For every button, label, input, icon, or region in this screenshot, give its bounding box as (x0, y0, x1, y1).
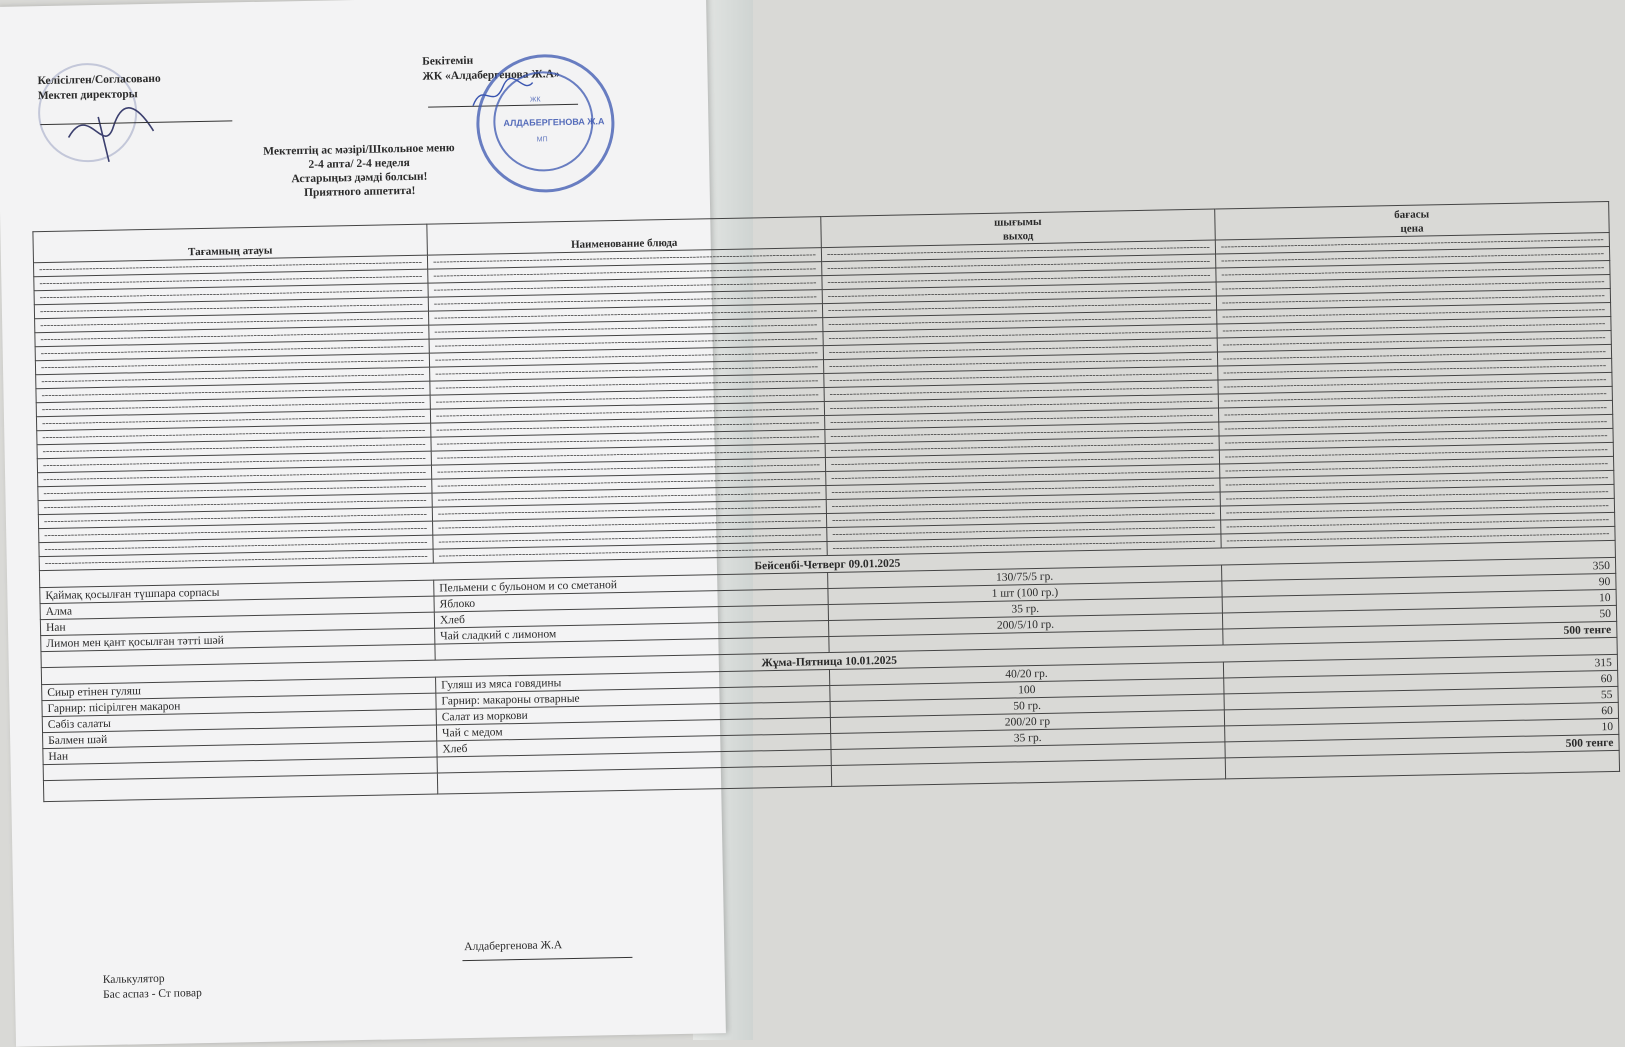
dash-cell: ------------------------------------------------------------------------------------------------------------------- (39, 521, 433, 543)
dash-cell: ------------------------------------------------------------------------------------------------------------------- (822, 282, 1216, 304)
table-row: Нан Хлеб 35 гр. 10 (43, 718, 1619, 764)
dash-cell: ------------------------------------------------------------------------------------------------------------------- (824, 366, 1218, 388)
signer-name: Алдабергенова Ж.А (464, 939, 563, 954)
dash-cell: ------------------------------------------------------------------------------------------------------------------- (1219, 428, 1613, 450)
dash-cell: ------------------------------------------------------------------------------------------------------------------- (38, 507, 432, 529)
table-row: Нан Хлеб 35 гр. 10 (40, 589, 1616, 635)
stamp-name-text: АЛДАБЕРГЕНОВА Ж.А (503, 116, 605, 129)
dash-cell: ------------------------------------------------------------------------------------------------------------------- (827, 520, 1221, 542)
footer-roles (103, 971, 202, 1003)
day1-title: Бейсенбі-Четверг 09.01.2025 (39, 540, 1615, 587)
dash-cell: ------------------------------------------------------------------------------------------------------------------- (38, 479, 432, 501)
dash-cell: ------------------------------------------------------------------------------------------------------------------- (34, 269, 428, 291)
dash-cell: ------------------------------------------------------------------------------------------------------------------- (431, 430, 825, 452)
dash-cell: ------------------------------------------------------------------------------------------------------------------- (1216, 288, 1610, 310)
dash-cell: ------------------------------------------------------------------------------------------------------------------- (33, 255, 427, 277)
dash-cell: ------------------------------------------------------------------------------------------------------------------- (823, 338, 1217, 360)
table-row: Сәбіз салаты Салат из моркови 50 гр. 55 (42, 686, 1618, 732)
dash-cell: ------------------------------------------------------------------------------------------------------------------- (1216, 274, 1610, 296)
approve-label: Бекітемін (422, 54, 474, 68)
dash-cell: ------------------------------------------------------------------------------------------------------------------- (430, 388, 824, 410)
dash-cell: ------------------------------------------------------------------------------------------------------------------- (822, 296, 1216, 318)
dash-cell: ------------------------------------------------------------------------------------------------------------------- (433, 542, 827, 564)
dash-cell: ------------------------------------------------------------------------------------------------------------------- (1218, 372, 1612, 394)
dash-cell: ------------------------------------------------------------------------------------------------------------------- (39, 535, 433, 557)
dash-cell: ------------------------------------------------------------------------------------------------------------------- (826, 492, 1220, 514)
table-row: Балмен шәй Чай с медом 200/20 гр 60 (43, 702, 1619, 748)
title-line-4: Приятного аппетита! (303, 184, 416, 200)
dash-cell: ------------------------------------------------------------------------------------------------------------------- (38, 493, 432, 515)
dash-cell: ------------------------------------------------------------------------------------------------------------------- (35, 325, 429, 347)
dash-cell: ------------------------------------------------------------------------------------------------------------------- (429, 332, 823, 354)
dash-cell: ------------------------------------------------------------------------------------------------------------------- (1219, 414, 1613, 436)
dash-cell: ------------------------------------------------------------------------------------------------------------------- (826, 506, 1220, 528)
dash-cell: ------------------------------------------------------------------------------------------------------------------- (36, 381, 430, 403)
day2-total: 500 тенге (1225, 734, 1619, 758)
entrepreneur-label: ЖК «Алдабергенова Ж.А» (422, 68, 560, 83)
dash-cell: ------------------------------------------------------------------------------------------------------------------- (432, 472, 826, 494)
dash-cell: ------------------------------------------------------------------------------------------------------------------- (34, 283, 428, 305)
dash-cell: ------------------------------------------------------------------------------------------------------------------- (1220, 484, 1614, 506)
dash-cell: ------------------------------------------------------------------------------------------------------------------- (1217, 330, 1611, 352)
dash-cell: ------------------------------------------------------------------------------------------------------------------- (36, 395, 430, 417)
table-row: Алма Яблоко 1 шт (100 гр.) 90 (40, 573, 1616, 619)
dash-cell: ------------------------------------------------------------------------------------------------------------------- (1221, 526, 1615, 548)
dash-cell: ------------------------------------------------------------------------------------------------------------------- (1216, 260, 1610, 282)
calculator-label: Калькулятор (102, 972, 165, 987)
dash-cell: ------------------------------------------------------------------------------------------------------------------- (825, 408, 1219, 430)
dash-cell: ------------------------------------------------------------------------------------------------------------------- (39, 549, 433, 571)
dash-cell: ------------------------------------------------------------------------------------------------------------------- (433, 528, 827, 550)
dash-cell: ------------------------------------------------------------------------------------------------------------------- (431, 444, 825, 466)
signer-line (462, 957, 632, 961)
dash-cell: ------------------------------------------------------------------------------------------------------------------- (432, 500, 826, 522)
dash-cell: ------------------------------------------------------------------------------------------------------------------- (1218, 386, 1612, 408)
dash-cell: ------------------------------------------------------------------------------------------------------------------- (1215, 246, 1609, 268)
dash-cell: ------------------------------------------------------------------------------------------------------------------- (431, 458, 825, 480)
dash-cell: ------------------------------------------------------------------------------------------------------------------- (1220, 470, 1614, 492)
dash-cell: ------------------------------------------------------------------------------------------------------------------- (826, 464, 1220, 486)
dash-cell: ------------------------------------------------------------------------------------------------------------------- (429, 318, 823, 340)
dash-cell: ------------------------------------------------------------------------------------------------------------------- (37, 451, 431, 473)
dash-cell: ------------------------------------------------------------------------------------------------------------------- (822, 254, 1216, 276)
dash-cell: ------------------------------------------------------------------------------------------------------------------- (430, 402, 824, 424)
dash-cell: ------------------------------------------------------------------------------------------------------------------- (825, 422, 1219, 444)
dash-cell: ------------------------------------------------------------------------------------------------------------------- (1218, 400, 1612, 422)
dash-cell: ------------------------------------------------------------------------------------------------------------------- (431, 416, 825, 438)
stamp-sub-text: ЖК (529, 96, 541, 104)
dash-cell: ------------------------------------------------------------------------------------------------------------------- (430, 360, 824, 382)
dash-cell: ------------------------------------------------------------------------------------------------------------------- (35, 311, 429, 333)
dash-cell: ------------------------------------------------------------------------------------------------------------------- (430, 374, 824, 396)
dash-cell: ------------------------------------------------------------------------------------------------------------------- (825, 450, 1219, 472)
dash-cell: ------------------------------------------------------------------------------------------------------------------- (35, 339, 429, 361)
agreed-label: Келісілген/Согласовано (37, 72, 161, 88)
table-row: Лимон мен қант қосылған тәтті шәй Чай сладкий с лимоном 200/5/10 гр. 50 (41, 605, 1617, 651)
dash-cell: ------------------------------------------------------------------------------------------------------------------- (824, 394, 1218, 416)
dash-cell: ------------------------------------------------------------------------------------------------------------------- (428, 262, 822, 284)
dash-cell: ------------------------------------------------------------------------------------------------------------------- (1217, 302, 1611, 324)
dash-cell: ------------------------------------------------------------------------------------------------------------------- (1221, 512, 1615, 534)
dash-cell: ------------------------------------------------------------------------------------------------------------------- (428, 304, 822, 326)
menu-table (32, 201, 1620, 802)
dash-cell: ------------------------------------------------------------------------------------------------------------------- (36, 409, 430, 431)
menu-title (199, 140, 520, 202)
dash-cell: ------------------------------------------------------------------------------------------------------------------- (1219, 456, 1613, 478)
dash-cell: ------------------------------------------------------------------------------------------------------------------- (1218, 358, 1612, 380)
approval-left-block (37, 72, 161, 104)
header-output: шығымы выход (821, 209, 1215, 248)
dash-cell: ------------------------------------------------------------------------------------------------------------------- (433, 514, 827, 536)
day2-title: Жұма-Пятница 10.01.2025 (41, 637, 1617, 684)
dash-cell: ------------------------------------------------------------------------------------------------------------------- (825, 436, 1219, 458)
dash-cell: ------------------------------------------------------------------------------------------------------------------- (428, 290, 822, 312)
dash-cell: ------------------------------------------------------------------------------------------------------------------- (1215, 232, 1609, 254)
table-row: Сиыр етінен гуляш Гуляш из мяса говядины 40/20 гр. 315 (42, 654, 1618, 700)
title-line-2: 2-4 апта/ 2-4 неделя (308, 156, 410, 171)
dash-cell: ------------------------------------------------------------------------------------------------------------------- (823, 324, 1217, 346)
dash-cell: ------------------------------------------------------------------------------------------------------------------- (35, 353, 429, 375)
title-line-1: Мектептің ас мәзірі/Школьное меню (263, 142, 455, 158)
dash-cell: ------------------------------------------------------------------------------------------------------------------- (821, 240, 1215, 262)
table-row: Гарнир: пісірілген макарон Гарнир: макароны отварные 100 60 (42, 670, 1618, 716)
day1-total: 500 тенге (1223, 621, 1617, 645)
table-row: Қаймақ қосылған түшпара сорпасы Пельмени с бульоном и со сметаной 130/75/5 гр. 350 (40, 557, 1616, 603)
header-dish-ru: Наименование блюда (427, 217, 821, 256)
director-signature-icon (58, 96, 169, 168)
header-price: бағасы цена (1215, 201, 1609, 240)
dash-cell: ------------------------------------------------------------------------------------------------------------------- (824, 380, 1218, 402)
blank-rows (33, 232, 1614, 570)
dash-cell: ------------------------------------------------------------------------------------------------------------------- (823, 310, 1217, 332)
dash-cell: ------------------------------------------------------------------------------------------------------------------- (822, 268, 1216, 290)
title-line-3: Астарыңыз дәмді болсын! (291, 170, 428, 186)
dash-cell: ------------------------------------------------------------------------------------------------------------------- (428, 276, 822, 298)
dash-cell: ------------------------------------------------------------------------------------------------------------------- (432, 486, 826, 508)
dash-cell: ------------------------------------------------------------------------------------------------------------------- (826, 478, 1220, 500)
approver-signature-icon (467, 75, 538, 116)
dash-cell: ------------------------------------------------------------------------------------------------------------------- (1220, 498, 1614, 520)
dash-cell: ------------------------------------------------------------------------------------------------------------------- (38, 465, 432, 487)
dash-cell: ------------------------------------------------------------------------------------------------------------------- (37, 423, 431, 445)
dash-cell: ------------------------------------------------------------------------------------------------------------------- (1217, 344, 1611, 366)
dash-cell: ------------------------------------------------------------------------------------------------------------------- (1219, 442, 1613, 464)
dash-cell: ------------------------------------------------------------------------------------------------------------------- (34, 297, 428, 319)
dash-cell: ------------------------------------------------------------------------------------------------------------------- (1217, 316, 1611, 338)
dash-cell: ------------------------------------------------------------------------------------------------------------------- (36, 367, 430, 389)
stamp-mp-text: МП (536, 136, 548, 144)
dash-cell: ------------------------------------------------------------------------------------------------------------------- (427, 248, 821, 270)
director-label: Мектеп директоры (37, 88, 138, 103)
dash-cell: ------------------------------------------------------------------------------------------------------------------- (429, 346, 823, 368)
dash-cell: ------------------------------------------------------------------------------------------------------------------- (823, 352, 1217, 374)
chef-label: Бас аспаз - Ст повар (102, 987, 202, 1002)
dash-cell: ------------------------------------------------------------------------------------------------------------------- (827, 534, 1221, 556)
header-dish-kz: Тағамның атауы (33, 224, 427, 263)
dash-cell: ------------------------------------------------------------------------------------------------------------------- (37, 437, 431, 459)
